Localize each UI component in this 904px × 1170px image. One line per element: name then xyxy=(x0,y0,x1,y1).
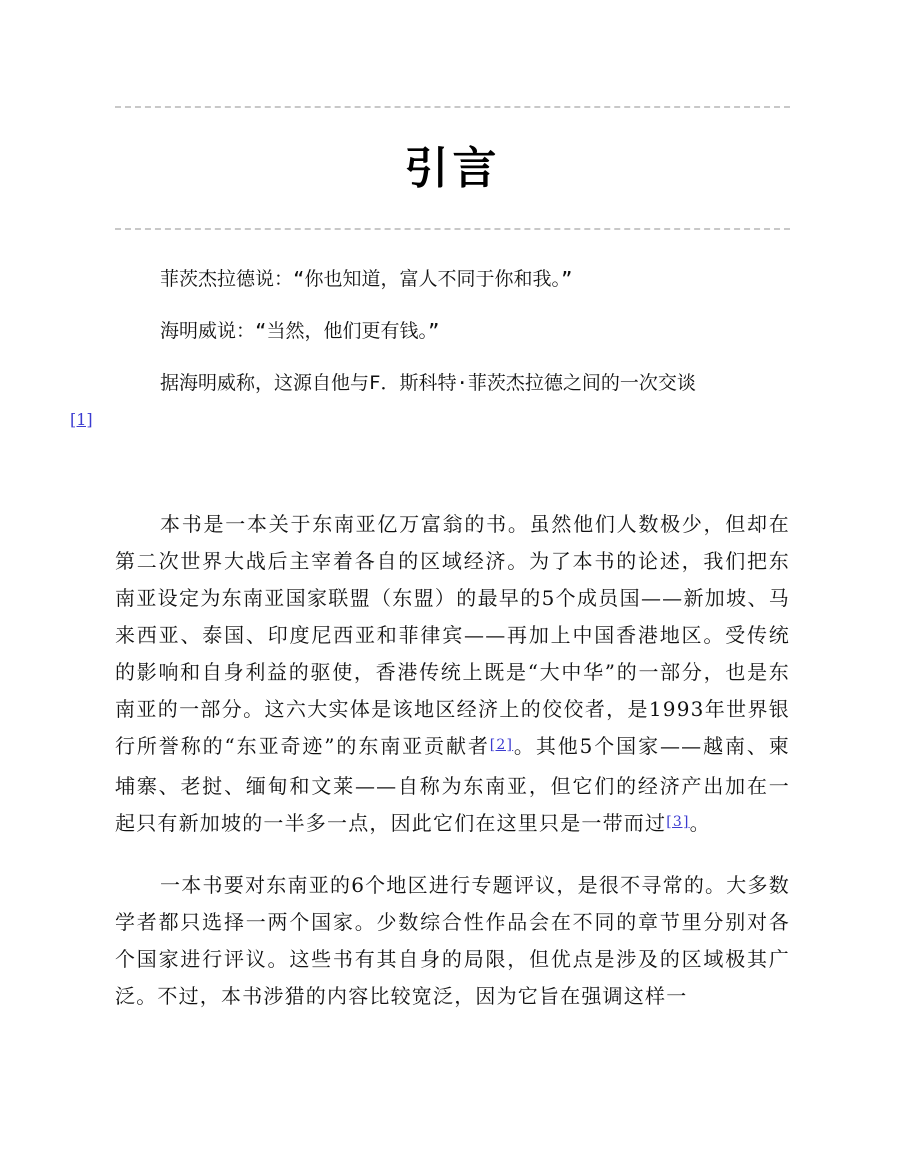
epigraph-line-3 xyxy=(70,365,790,438)
footnote-link-1[interactable]: [1] xyxy=(70,410,93,429)
epigraph-line-1: 菲茨杰拉德说：“你也知道，富人不同于你和我。” xyxy=(160,268,573,290)
paragraph-2: 一本书要对东南亚的6个地区进行专题评议，是很不寻常的。大多数学者都只选择一两个国家。少数综合性作品会在不同的章节里分别对各个国家进行评议。这些书有其自身的局限，但优点是涉及的区域极其广泛。不过，本书涉猎的内容比较宽泛，因为它旨在强调这样一 xyxy=(115,873,790,1008)
footnote-link-3[interactable]: [3] xyxy=(666,814,690,830)
bottom-divider xyxy=(115,228,790,230)
epigraph-line-3-text: 据海明威称，这源自他与F．斯科特·菲茨杰拉德之间的一次交谈 xyxy=(160,372,696,394)
epigraph xyxy=(70,261,790,438)
top-divider xyxy=(115,106,790,108)
paragraph-1-part-a: 本书是一本关于东南亚亿万富翁的书。虽然他们人数极少，但却在第二次世界大战后主宰着各自的区域经济。为了本书的论述，我们把东南亚设定为东南亚国家联盟（东盟）的最早的5个成员国——新加坡、马来西亚、泰国、印度尼西亚和菲律宾——再加上中国香港地区。受传统的影响和自身利益的驱使，香港传统上既是“大中华”的一部分，也是东南亚的一部分。这六大实体是该地区经济上的佼佼者，是1993年世界银行所誉称的“东亚奇迹”的东南亚贡献者 xyxy=(115,512,790,758)
body-text xyxy=(115,506,790,1015)
chapter-title: 引言 xyxy=(404,143,501,194)
epigraph-line-2: 海明威说：“当然，他们更有钱。” xyxy=(160,320,440,342)
paragraph-1-part-b: 。其他5个国家——越南、柬埔寨、老挝、缅甸和文莱——自称为东南亚，但它们的经济产出加在一起只有新加坡的一半多一点，因此它们在这里只是一带而过 xyxy=(115,734,790,835)
footnote-link-2[interactable]: [2] xyxy=(489,737,514,753)
paragraph-1 xyxy=(115,506,790,845)
paragraph-1-part-c: 。 xyxy=(689,811,711,835)
